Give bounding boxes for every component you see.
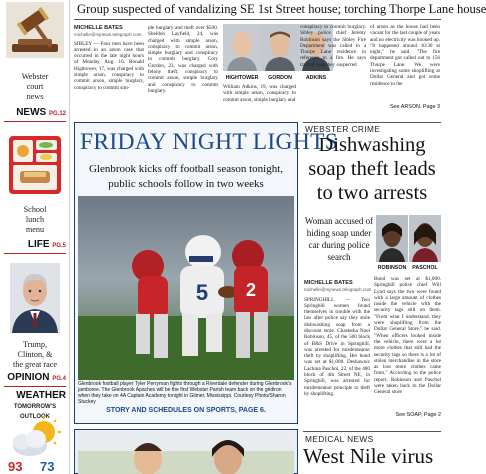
divider [303,122,441,123]
crime-byline: MICHELLE BATES [304,280,353,286]
news-section-link[interactable]: NEWS PG.12 [16,107,66,118]
top-story-col-2: ple burglary and theft over $500. Sheldon Layfield, 24, was charged with simple arson, conspiracy to commit arson, simple burglary and conspiracy to commit burglary. Cory Gordon, 23, was charged with felony theft, conspiracy to commit arson, simple burglary and conspiracy to commit burglary. [148,25,218,94]
weather-tagline: TOMORROW'S OUTLOOK [13,404,57,420]
sports-jump-link[interactable]: STORY AND SCHEDULES ON SPORTS, PAGE 6. [106,407,266,414]
school-caption: School lunch menu [23,205,47,234]
divider [4,386,66,387]
top-story-headline[interactable]: Group suspected of vandalizing SE 1st Street house; torching Thorpe Lane house [77,2,486,16]
top-story-byline: MICHELLE BATES [74,25,123,31]
mug-label-adkins: ADKINS [305,75,327,81]
top-story-col-5: of arson as the house had been vacant for the last couple of years and no electricity was hooked up. "It happened around 10:30 at night," he said. "The fire department got called out to 156 Thorpe Lane. We were investigating some shoplifting at Dollar General and got some residence in the [370,24,441,87]
soap-jump-link[interactable]: See SOAP, Page 2 [395,412,441,418]
mug-label-paschol: PASCHOL [412,265,438,271]
mugshot-paschol [409,215,441,262]
divider [4,253,66,254]
top-story-email[interactable]: michelle@mjnews.telegraph.com [74,31,142,37]
high-temp: 93 [8,459,23,474]
low-temp: 73 [40,459,55,474]
crime-text-1: SPRINGHILL — Two Springhill women found themselves in trouble with the law after police say they stole dishwashing soap from a discount store. Chastetha Noel Robinson, 45, of the 500 block of B&S Drive in Springhill, was arrested for misdemeanor theft by shoplifting. Her bond was set at $1,000. Deshawnic Lachina Paschol, 22, of the 400 block of 4th Street NE, in Springhill, was arrested for misdemeanor principle to theft by shoplifting. [304,296,370,397]
opinion-caption: Trump, Clinton, & the great race [12,340,58,369]
weather-section-label: WEATHER [16,390,66,401]
mugshot-gordon [261,24,299,71]
crime-headline[interactable]: Dishwashing soap theft leads to two arrests [308,134,436,204]
svg-text:5: 5 [195,280,209,305]
football-photo[interactable] [78,196,294,380]
crime-col-2: Bond was set at $1,000. Springhill police chief Will Lynd says the two were found with a large amount of clothes inside the vehicle with the security tags still on them. "From what I understand, they were shoplifting from the Dollar General Store," he said. "When officers looked inside the vehicle, there were a lot more clothes that still had the security tags so there is a lot of stolen merchandise in the store as loss more clothes came from." According to the police report, Robinson and Paschol were taken back to the Dollar General store [374,276,441,396]
medical-headline[interactable]: West Nile virus [303,444,434,468]
crime-col-1 [304,280,370,416]
webster-caption: Webster court news [21,72,49,101]
feature-photo-caption: Glenbrook football player Tyler Perryman fights through a Riverdale defender during Glenbrook's jamboree. The Glenbrook Apaches will be the first Webster Parish team back on the gridiron when they take on 4A Captain Academy tonight in Gilmer, Mississippi. Courtesy Photo/Sharon Stuckey [78,381,292,406]
top-story-col-4: conspiracy to commit burglary. Sibley police chief Jeremy Robinson says the Sibley Fire Department was called to a Thorpe Lane residence in reference to a fire. He says trained eyes they suspected [300,24,366,68]
divider [4,121,66,122]
divider [74,19,441,20]
mug-label-hightower: HIGHTOWER [225,75,259,81]
arson-jump-link[interactable]: See ARSON, Page 3 [389,104,440,110]
mug-label-gordon: GORDON [268,75,292,81]
left-rail [0,0,70,474]
bottom-feature-photo[interactable] [78,433,294,474]
lunch-tray-icon[interactable] [6,126,64,202]
svg-text:2: 2 [245,280,257,300]
feature-title[interactable]: FRIDAY NIGHT LIGHTS [80,129,339,155]
feature-subtitle: Glenbrook kicks off football season tonight, public schools follow in two weeks [88,163,284,190]
gavel-icon[interactable] [6,2,64,58]
top-story-col-1 [74,25,144,125]
opinion-section-link[interactable]: OPINION PG.4 [7,372,66,383]
partly-cloudy-icon [6,414,64,464]
crime-deck: Woman accused of hiding soap under car during police search [304,216,374,262]
mug-label-robinson: ROBINSON [377,265,407,271]
divider [303,431,441,432]
life-section-link[interactable]: LIFE PG.5 [27,239,66,250]
columnist-photo[interactable] [6,263,64,333]
medical-kicker: MEDICAL NEWS [305,434,374,444]
top-story-text-1: SIBLEY — Four men have been arrested in an arson case that occurred in the late night hours of Monday, Aug. 10. Ronald Hightower, 17, was charged with simple arson, conspiracy to commit arson, simple burglary, conspiracy to commit sim- [74,40,144,91]
top-story-col-3: William Adkins, 19, was charged with simple arson, conspiracy to commit arson, simple burglary and [223,84,296,103]
crime-email[interactable]: michelle@mjnews.telegraph.com [304,286,372,292]
crime-kicker: WEBSTER CRIME [305,124,381,134]
mugshot-robinson [376,215,408,262]
mugshot-hightower [223,24,261,71]
